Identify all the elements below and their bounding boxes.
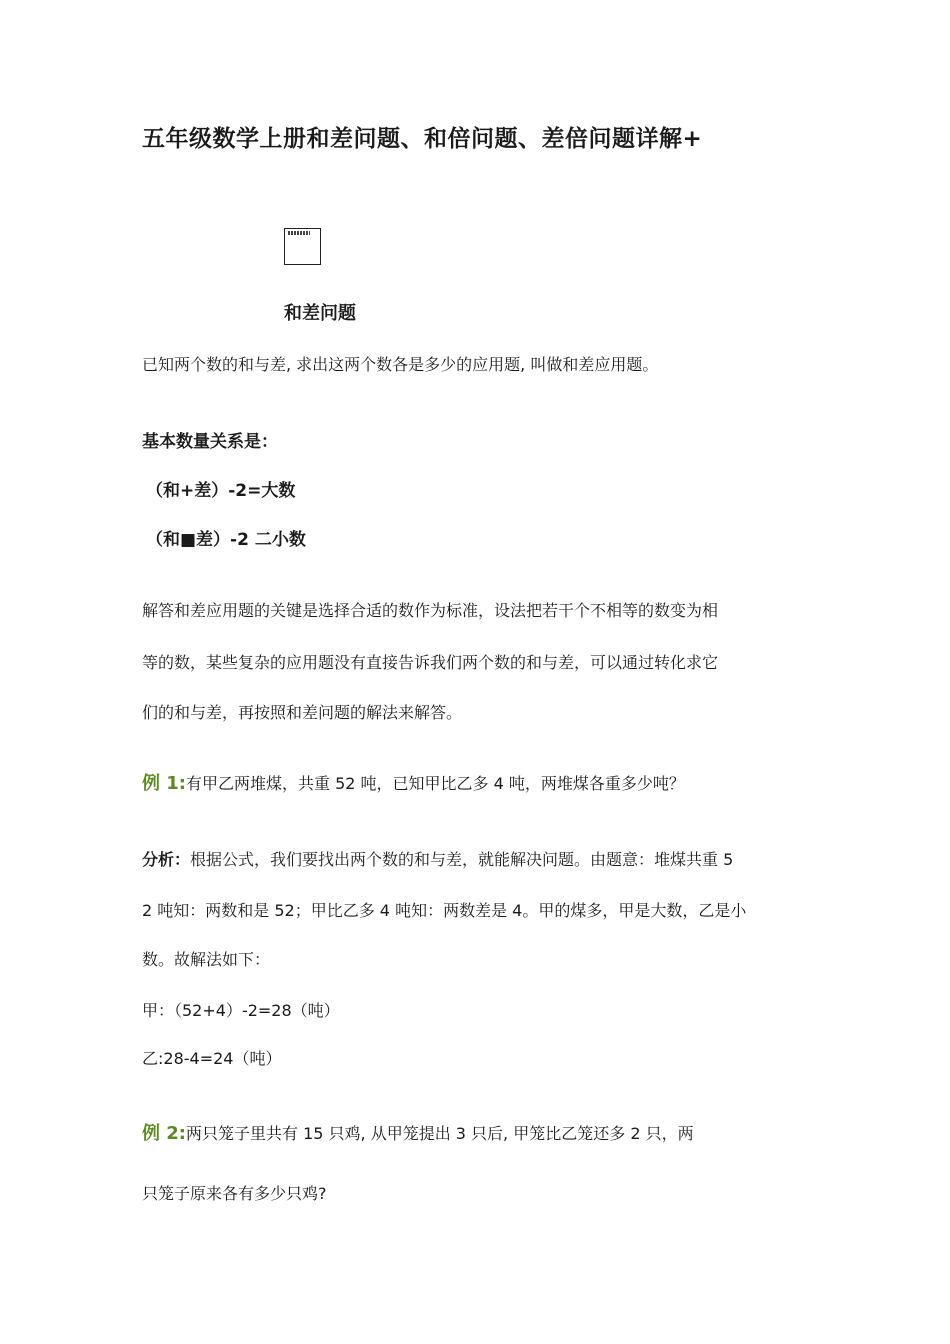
analysis-line-2: 2 吨知：两数和是 52；甲比乙多 4 吨知：两数差是 4。甲的煤多，甲是大数，乙是小 <box>142 901 747 920</box>
example-1-text: 有甲乙两堆煤，共重 52 吨，已知甲比乙多 4 吨，两堆煤各重多少吨？ <box>186 774 685 793</box>
example-2 <box>142 1121 694 1146</box>
figure-mark <box>288 231 310 235</box>
solution-line-1: 甲：（52+4）-2=28（吨） <box>142 1001 340 1020</box>
formula-big-number: （和+差）-2=大数 <box>146 481 296 501</box>
document-title: 五年级数学上册和差问题、和倍问题、差倍问题详解+ <box>142 126 703 152</box>
analysis-line-3: 数。故解法如下： <box>142 950 271 969</box>
explain-line-2: 等的数，某些复杂的应用题没有直接告诉我们两个数的和与差，可以通过转化求它 <box>142 653 719 672</box>
definition-text: 已知两个数的和与差, 求出这两个数各是多少的应用题, 叫做和差应用题。 <box>142 355 659 374</box>
figure-thumbnail <box>284 228 321 265</box>
example-2-label: 例 2: <box>142 1123 186 1144</box>
section-heading: 和差问题 <box>284 303 356 324</box>
solution-line-2: 乙:28-4=24（吨） <box>142 1049 282 1068</box>
formula-small-number: （和■差）-2 二小数 <box>146 530 306 550</box>
analysis-text-1: 根据公式，我们要找出两个数的和与差，就能解决问题。由题意：堆煤共重 5 <box>190 850 734 869</box>
relations-label: 基本数量关系是： <box>142 432 278 452</box>
explain-line-3: 们的和与差，再按照和差问题的解法来解答。 <box>142 703 463 722</box>
example-1 <box>142 771 685 796</box>
analysis-line-1 <box>142 847 733 872</box>
explain-line-1: 解答和差应用题的关键是选择合适的数作为标准，设法把若干个不相等的数变为相 <box>142 601 719 620</box>
example-1-label: 例 1: <box>142 773 186 794</box>
analysis-label: 分析： <box>142 850 191 869</box>
example-2-line-2: 只笼子原来各有多少只鸡? <box>142 1184 327 1203</box>
example-2-text: 两只笼子里共有 15 只鸡, 从甲笼提出 3 只后, 甲笼比乙笼还多 2 只，两 <box>186 1124 694 1143</box>
